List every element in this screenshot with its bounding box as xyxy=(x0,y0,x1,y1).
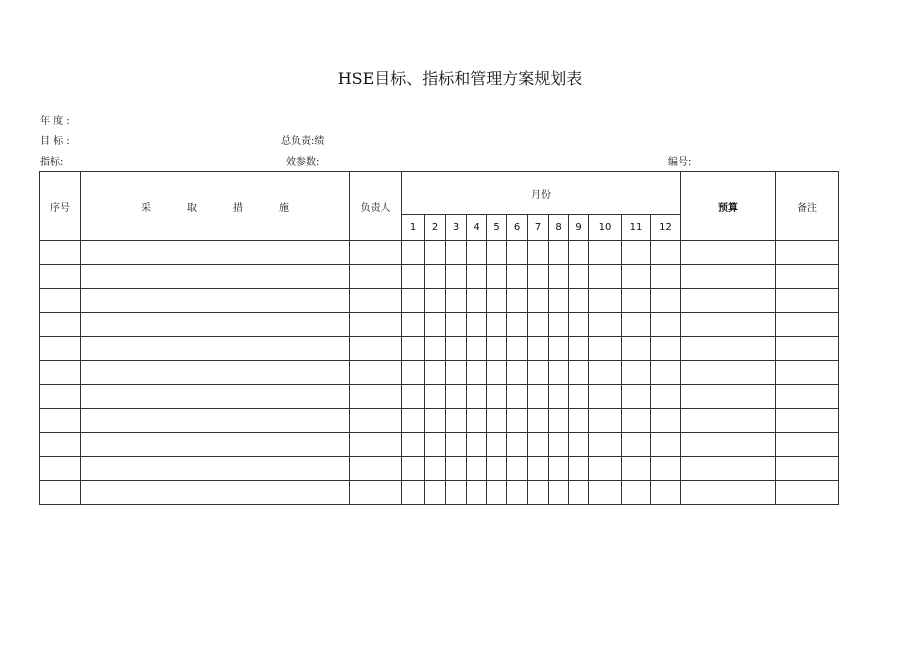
table-cell[interactable] xyxy=(487,481,507,505)
table-cell[interactable] xyxy=(622,385,651,409)
table-row xyxy=(40,241,839,265)
table-cell[interactable] xyxy=(507,241,528,265)
table-cell[interactable] xyxy=(622,361,651,385)
table-cell[interactable] xyxy=(569,433,589,457)
table-cell[interactable] xyxy=(589,457,622,481)
owner-label: 总负责:绩 xyxy=(281,136,325,147)
table-cell[interactable] xyxy=(81,409,350,433)
table-cell[interactable] xyxy=(622,337,651,361)
table-cell[interactable] xyxy=(681,361,776,385)
table-cell[interactable] xyxy=(776,385,839,409)
table-cell[interactable] xyxy=(425,361,446,385)
table-cell[interactable] xyxy=(446,265,467,289)
table-row xyxy=(40,289,839,313)
table-cell[interactable] xyxy=(402,313,425,337)
table-cell[interactable] xyxy=(446,241,467,265)
table-cell[interactable] xyxy=(569,409,589,433)
table-cell[interactable] xyxy=(549,241,569,265)
table-cell[interactable] xyxy=(569,385,589,409)
table-cell[interactable] xyxy=(549,385,569,409)
table-cell[interactable] xyxy=(549,313,569,337)
table-cell[interactable] xyxy=(40,385,81,409)
table-cell[interactable] xyxy=(622,241,651,265)
table-cell[interactable] xyxy=(350,385,402,409)
table-cell[interactable] xyxy=(569,265,589,289)
table-cell[interactable] xyxy=(81,385,350,409)
table-cell[interactable] xyxy=(651,337,681,361)
table-cell[interactable] xyxy=(446,313,467,337)
table-cell[interactable] xyxy=(40,265,81,289)
table-cell[interactable] xyxy=(487,313,507,337)
table-cell[interactable] xyxy=(589,385,622,409)
measures-char: 取 xyxy=(187,202,197,214)
table-cell[interactable] xyxy=(487,289,507,313)
year-label: 年 度 : xyxy=(40,116,70,127)
table-cell[interactable] xyxy=(467,409,487,433)
table-cell[interactable] xyxy=(487,337,507,361)
table-cell[interactable] xyxy=(81,337,350,361)
table-row xyxy=(40,481,839,505)
table-cell[interactable] xyxy=(487,241,507,265)
table-cell[interactable] xyxy=(622,481,651,505)
table-cell[interactable] xyxy=(651,433,681,457)
month-cell: 4 xyxy=(467,215,487,241)
table-cell[interactable] xyxy=(425,457,446,481)
table-cell[interactable] xyxy=(350,433,402,457)
month-cell: 1 xyxy=(402,215,425,241)
table-cell[interactable] xyxy=(507,409,528,433)
table-cell[interactable] xyxy=(528,289,549,313)
table-cell[interactable] xyxy=(528,361,549,385)
number-label: 编号: xyxy=(668,157,692,168)
month-cell: 3 xyxy=(446,215,467,241)
table-cell[interactable] xyxy=(467,361,487,385)
table-cell[interactable] xyxy=(402,337,425,361)
table-cell[interactable] xyxy=(776,289,839,313)
table-cell[interactable] xyxy=(487,457,507,481)
table-cell[interactable] xyxy=(487,433,507,457)
month-cell: 6 xyxy=(507,215,528,241)
month-cell: 8 xyxy=(549,215,569,241)
table-cell[interactable] xyxy=(589,409,622,433)
table-cell[interactable] xyxy=(589,241,622,265)
table-cell[interactable] xyxy=(350,337,402,361)
table-cell[interactable] xyxy=(425,313,446,337)
table-cell[interactable] xyxy=(402,361,425,385)
month-cell: 7 xyxy=(528,215,549,241)
target-label: 目 标 : xyxy=(40,136,70,147)
table-cell[interactable] xyxy=(528,433,549,457)
table-cell[interactable] xyxy=(776,337,839,361)
table-cell[interactable] xyxy=(528,385,549,409)
table-cell[interactable] xyxy=(467,313,487,337)
table-cell[interactable] xyxy=(487,409,507,433)
table-cell[interactable] xyxy=(622,457,651,481)
table-cell[interactable] xyxy=(81,481,350,505)
table-cell[interactable] xyxy=(40,313,81,337)
table-cell[interactable] xyxy=(446,385,467,409)
table-cell[interactable] xyxy=(549,337,569,361)
table-cell[interactable] xyxy=(651,385,681,409)
table-cell[interactable] xyxy=(40,481,81,505)
table-cell[interactable] xyxy=(622,289,651,313)
table-cell[interactable] xyxy=(681,457,776,481)
table-cell[interactable] xyxy=(40,457,81,481)
table-cell[interactable] xyxy=(507,433,528,457)
table-cell[interactable] xyxy=(549,457,569,481)
table-cell[interactable] xyxy=(467,433,487,457)
table-cell[interactable] xyxy=(425,409,446,433)
table-cell[interactable] xyxy=(569,457,589,481)
table-row xyxy=(40,433,839,457)
table-cell[interactable] xyxy=(776,361,839,385)
table-cell[interactable] xyxy=(425,481,446,505)
table-cell[interactable] xyxy=(402,433,425,457)
table-cell[interactable] xyxy=(425,265,446,289)
table-cell[interactable] xyxy=(681,409,776,433)
table-cell[interactable] xyxy=(651,457,681,481)
table-cell[interactable] xyxy=(549,289,569,313)
table-cell[interactable] xyxy=(425,433,446,457)
table-cell[interactable] xyxy=(350,313,402,337)
indicator-label: 指标: xyxy=(40,157,64,168)
param-label: 效参数: xyxy=(286,157,320,168)
table-cell[interactable] xyxy=(528,337,549,361)
table-cell[interactable] xyxy=(681,265,776,289)
table-cell[interactable] xyxy=(651,409,681,433)
table-cell[interactable] xyxy=(446,337,467,361)
table-cell[interactable] xyxy=(507,361,528,385)
month-cell: 2 xyxy=(425,215,446,241)
table-cell[interactable] xyxy=(622,313,651,337)
table-cell[interactable] xyxy=(81,313,350,337)
table-cell[interactable] xyxy=(446,289,467,313)
table-row xyxy=(40,457,839,481)
table-cell[interactable] xyxy=(81,433,350,457)
table-cell[interactable] xyxy=(681,433,776,457)
remark-header: 备注 xyxy=(776,172,839,241)
table-cell[interactable] xyxy=(622,265,651,289)
table-cell[interactable] xyxy=(569,241,589,265)
table-cell[interactable] xyxy=(651,265,681,289)
table-cell[interactable] xyxy=(549,265,569,289)
table-cell[interactable] xyxy=(40,433,81,457)
table-cell[interactable] xyxy=(350,241,402,265)
table-cell[interactable] xyxy=(528,265,549,289)
table-cell[interactable] xyxy=(528,457,549,481)
table-cell[interactable] xyxy=(40,361,81,385)
table-cell[interactable] xyxy=(487,265,507,289)
table-cell[interactable] xyxy=(776,241,839,265)
table-cell[interactable] xyxy=(651,313,681,337)
table-cell[interactable] xyxy=(402,385,425,409)
seq-header: 序号 xyxy=(40,172,81,241)
table-row xyxy=(40,265,839,289)
table-cell[interactable] xyxy=(487,385,507,409)
table-cell[interactable] xyxy=(589,433,622,457)
table-cell[interactable] xyxy=(402,457,425,481)
month-cell: 11 xyxy=(622,215,651,241)
table-cell[interactable] xyxy=(622,433,651,457)
month-header: 月份 xyxy=(402,172,681,215)
table-cell[interactable] xyxy=(350,457,402,481)
table-cell[interactable] xyxy=(569,289,589,313)
table-cell[interactable] xyxy=(446,433,467,457)
table-cell[interactable] xyxy=(569,313,589,337)
table-cell[interactable] xyxy=(40,409,81,433)
table-cell[interactable] xyxy=(528,409,549,433)
table-cell[interactable] xyxy=(350,265,402,289)
table-cell[interactable] xyxy=(507,289,528,313)
table-cell[interactable] xyxy=(651,361,681,385)
table-cell[interactable] xyxy=(507,385,528,409)
table-cell[interactable] xyxy=(681,385,776,409)
table-cell[interactable] xyxy=(467,457,487,481)
table-cell[interactable] xyxy=(402,289,425,313)
table-cell[interactable] xyxy=(446,409,467,433)
table-cell[interactable] xyxy=(681,481,776,505)
table-row xyxy=(40,361,839,385)
table-cell[interactable] xyxy=(589,481,622,505)
table-cell[interactable] xyxy=(402,241,425,265)
owner-header: 负责人 xyxy=(350,172,402,241)
table-cell[interactable] xyxy=(589,289,622,313)
table-cell[interactable] xyxy=(487,361,507,385)
table-cell[interactable] xyxy=(776,313,839,337)
table-cell[interactable] xyxy=(569,481,589,505)
table-cell[interactable] xyxy=(81,265,350,289)
table-cell[interactable] xyxy=(350,361,402,385)
table-cell[interactable] xyxy=(589,361,622,385)
table-cell[interactable] xyxy=(589,313,622,337)
table-cell[interactable] xyxy=(651,481,681,505)
table-cell[interactable] xyxy=(467,385,487,409)
table-cell[interactable] xyxy=(507,457,528,481)
table-cell[interactable] xyxy=(402,265,425,289)
table-row xyxy=(40,385,839,409)
table-cell[interactable] xyxy=(350,481,402,505)
table-cell[interactable] xyxy=(776,409,839,433)
table-cell[interactable] xyxy=(467,289,487,313)
table-cell[interactable] xyxy=(651,241,681,265)
table-cell[interactable] xyxy=(40,289,81,313)
table-cell[interactable] xyxy=(467,337,487,361)
table-cell[interactable] xyxy=(425,337,446,361)
table-cell[interactable] xyxy=(81,457,350,481)
table-cell[interactable] xyxy=(776,433,839,457)
table-cell[interactable] xyxy=(528,313,549,337)
month-cell: 9 xyxy=(569,215,589,241)
table-cell[interactable] xyxy=(467,265,487,289)
month-cell: 10 xyxy=(589,215,622,241)
table-cell[interactable] xyxy=(681,289,776,313)
measures-char: 施 xyxy=(279,202,289,214)
table-cell[interactable] xyxy=(589,337,622,361)
table-cell[interactable] xyxy=(681,313,776,337)
table-cell[interactable] xyxy=(569,361,589,385)
table-cell[interactable] xyxy=(528,481,549,505)
table-cell[interactable] xyxy=(402,409,425,433)
table-cell[interactable] xyxy=(549,361,569,385)
table-cell[interactable] xyxy=(425,241,446,265)
table-cell[interactable] xyxy=(446,481,467,505)
table-cell[interactable] xyxy=(549,433,569,457)
table-cell[interactable] xyxy=(402,481,425,505)
table-cell[interactable] xyxy=(350,289,402,313)
table-cell[interactable] xyxy=(651,289,681,313)
table-cell[interactable] xyxy=(776,481,839,505)
table-cell[interactable] xyxy=(425,289,446,313)
table-cell[interactable] xyxy=(507,481,528,505)
header-row-1 xyxy=(40,172,839,215)
measures-header xyxy=(81,172,350,241)
plan-table xyxy=(39,171,839,505)
measures-char: 措 xyxy=(233,202,243,214)
table-cell[interactable] xyxy=(40,337,81,361)
table-cell[interactable] xyxy=(622,409,651,433)
table-cell[interactable] xyxy=(507,265,528,289)
table-cell[interactable] xyxy=(589,265,622,289)
table-cell[interactable] xyxy=(40,241,81,265)
budget-header: 预算 xyxy=(681,172,776,241)
table-cell[interactable] xyxy=(425,385,446,409)
month-cell: 5 xyxy=(487,215,507,241)
table-cell[interactable] xyxy=(446,361,467,385)
table-cell[interactable] xyxy=(681,241,776,265)
page-title: HSE目标、指标和管理方案规划表 xyxy=(337,69,583,88)
table-cell[interactable] xyxy=(467,481,487,505)
table-cell[interactable] xyxy=(549,481,569,505)
measures-char: 采 xyxy=(141,202,151,214)
table-cell[interactable] xyxy=(507,313,528,337)
table-cell[interactable] xyxy=(776,457,839,481)
table-cell[interactable] xyxy=(776,265,839,289)
table-cell[interactable] xyxy=(350,409,402,433)
table-cell[interactable] xyxy=(81,241,350,265)
table-row xyxy=(40,409,839,433)
table-cell[interactable] xyxy=(446,457,467,481)
table-cell[interactable] xyxy=(81,289,350,313)
table-cell[interactable] xyxy=(528,241,549,265)
table-row xyxy=(40,313,839,337)
month-cell: 12 xyxy=(651,215,681,241)
table-cell[interactable] xyxy=(81,361,350,385)
table-cell[interactable] xyxy=(549,409,569,433)
table-cell[interactable] xyxy=(507,337,528,361)
table-cell[interactable] xyxy=(681,337,776,361)
table-row xyxy=(40,337,839,361)
table-cell[interactable] xyxy=(569,337,589,361)
table-cell[interactable] xyxy=(467,241,487,265)
